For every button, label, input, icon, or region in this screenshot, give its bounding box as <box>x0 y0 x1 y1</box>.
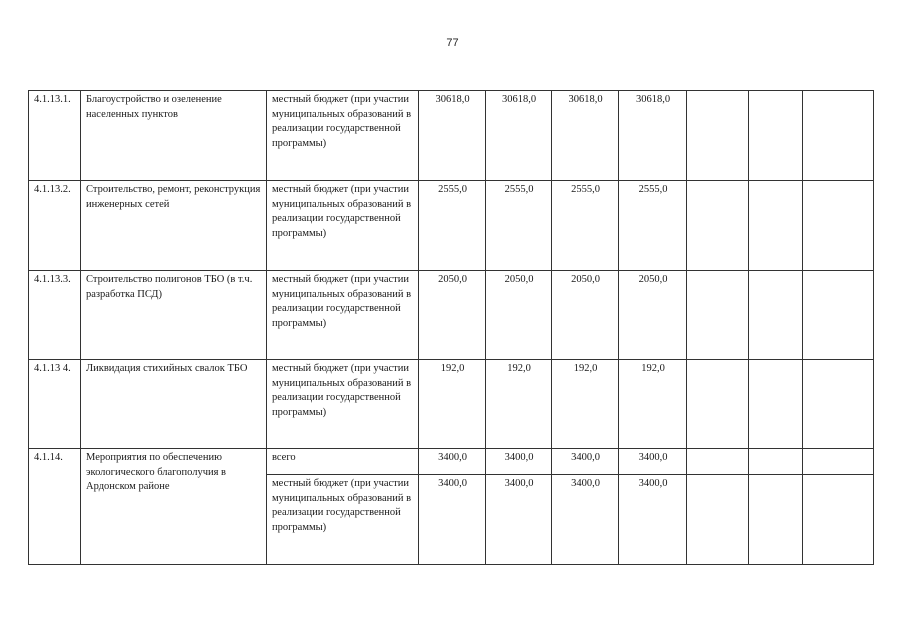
row-funding-source: местный бюджет (при участии муниципальных образований в реализации государственной программы) <box>267 181 419 271</box>
table-row <box>29 91 874 181</box>
budget-table <box>28 90 874 565</box>
row-funding-source: местный бюджет (при участии муниципальных образований в реализации государственной программы) <box>267 475 419 565</box>
row-value: 3400,0 <box>619 475 687 565</box>
empty-cell <box>803 449 874 475</box>
row-activity-name: Ликвидация стихийных свалок ТБО <box>81 360 267 449</box>
empty-cell <box>687 449 749 475</box>
empty-cell <box>803 360 874 449</box>
row-value: 30618,0 <box>419 91 486 181</box>
empty-cell <box>803 91 874 181</box>
empty-cell <box>749 91 803 181</box>
empty-cell <box>749 475 803 565</box>
row-value: 3400,0 <box>419 449 486 475</box>
row-funding-source: местный бюджет (при участии муниципальных образований в реализации государственной программы) <box>267 360 419 449</box>
empty-cell <box>803 475 874 565</box>
row-value: 3400,0 <box>486 449 552 475</box>
row-funding-source: местный бюджет (при участии муниципальных образований в реализации государственной программы) <box>267 271 419 360</box>
row-value: 2555,0 <box>619 181 687 271</box>
empty-cell <box>687 271 749 360</box>
table-row <box>29 181 874 271</box>
row-value: 2050,0 <box>552 271 619 360</box>
row-activity-name: Мероприятия по обеспечению экологического благополучия в Ардонском районе <box>81 449 267 565</box>
row-activity-name: Благоустройство и озеленение населенных пунктов <box>81 91 267 181</box>
row-value: 192,0 <box>419 360 486 449</box>
row-value: 3400,0 <box>486 475 552 565</box>
empty-cell <box>687 181 749 271</box>
row-code: 4.1.13.3. <box>29 271 81 360</box>
empty-cell <box>749 449 803 475</box>
row-code: 4.1.13.2. <box>29 181 81 271</box>
empty-cell <box>749 271 803 360</box>
row-value: 2050,0 <box>486 271 552 360</box>
row-value: 3400,0 <box>552 475 619 565</box>
row-value: 30618,0 <box>619 91 687 181</box>
empty-cell <box>803 181 874 271</box>
table-row <box>29 271 874 360</box>
row-value: 192,0 <box>619 360 687 449</box>
empty-cell <box>687 360 749 449</box>
row-value: 3400,0 <box>619 449 687 475</box>
row-funding-source: местный бюджет (при участии муниципальных образований в реализации государственной программы) <box>267 91 419 181</box>
empty-cell <box>687 475 749 565</box>
row-code: 4.1.14. <box>29 449 81 565</box>
page-number: 77 <box>446 37 459 49</box>
row-value: 192,0 <box>486 360 552 449</box>
empty-cell <box>687 91 749 181</box>
row-value: 3400,0 <box>552 449 619 475</box>
row-code: 4.1.13.1. <box>29 91 81 181</box>
row-value: 2555,0 <box>552 181 619 271</box>
row-value: 30618,0 <box>486 91 552 181</box>
row-value: 2555,0 <box>486 181 552 271</box>
row-value: 2050,0 <box>619 271 687 360</box>
table-row <box>29 360 874 449</box>
empty-cell <box>803 271 874 360</box>
row-value: 2050,0 <box>419 271 486 360</box>
row-value: 3400,0 <box>419 475 486 565</box>
empty-cell <box>749 181 803 271</box>
row-code: 4.1.13 4. <box>29 360 81 449</box>
row-funding-source: всего <box>267 449 419 475</box>
row-value: 192,0 <box>552 360 619 449</box>
row-activity-name: Строительство полигонов ТБО (в т.ч. разработка ПСД) <box>81 271 267 360</box>
row-value: 2555,0 <box>419 181 486 271</box>
empty-cell <box>749 360 803 449</box>
table-row <box>29 449 874 475</box>
row-activity-name: Строительство, ремонт, реконструкция инженерных сетей <box>81 181 267 271</box>
row-value: 30618,0 <box>552 91 619 181</box>
